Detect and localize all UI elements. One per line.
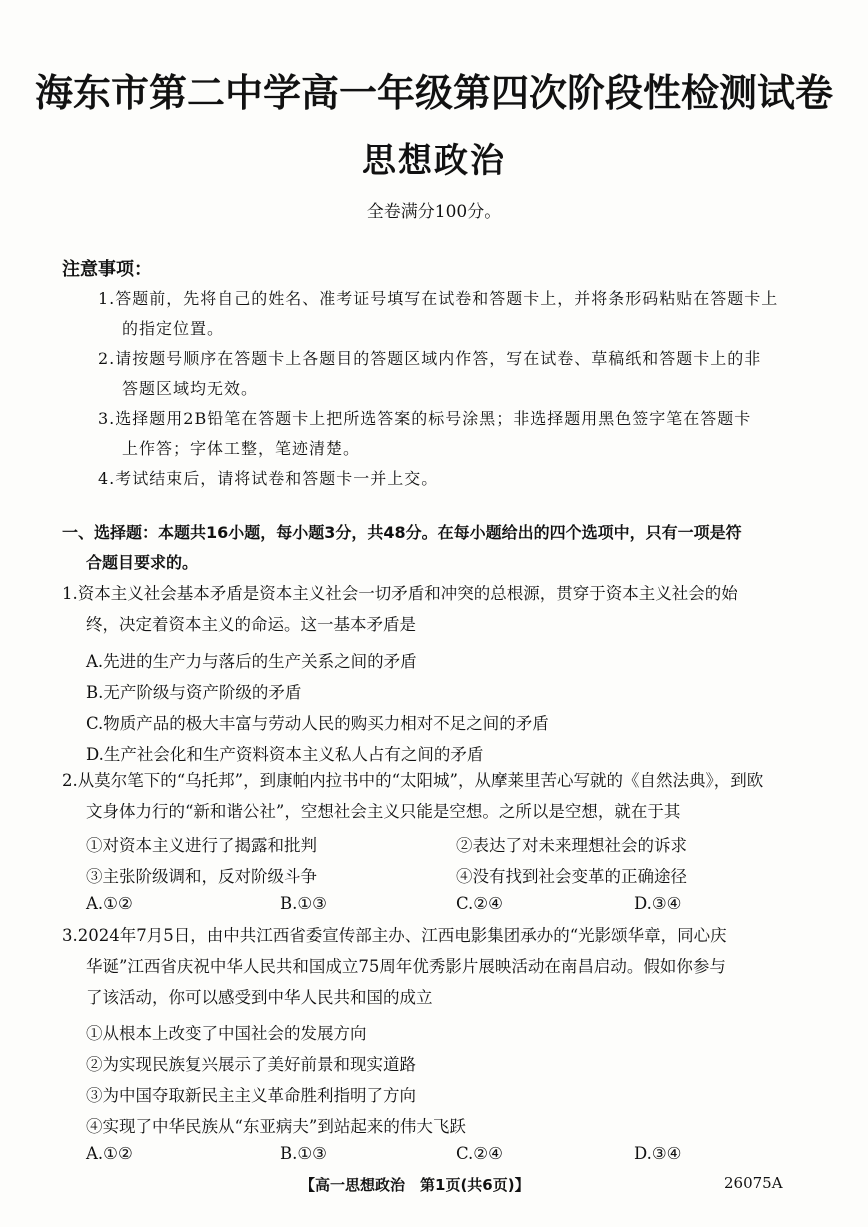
question-2-stem xyxy=(62,765,807,827)
question-3-line3: 了该活动，你可以感受到中华人民共和国的成立 xyxy=(86,988,433,1007)
question-2-option-c: C.②④ xyxy=(456,894,503,913)
question-2-option-a: A.①② xyxy=(86,894,133,913)
question-3-stem xyxy=(62,920,807,1013)
question-1-option-c: C.物质产品的极大丰富与劳动人民的购买力相对不足之间的矛盾 xyxy=(86,714,549,733)
question-1-line2: 终，决定着资本主义的命运。这一基本矛盾是 xyxy=(86,615,416,634)
question-2-line1: 2.从莫尔笔下的“乌托邦”，到康帕内拉书中的“太阳城”，从摩莱里苦心写就的《自然法典》，到欧 xyxy=(62,771,764,790)
question-2-option-d: D.③④ xyxy=(634,894,682,913)
section-heading-line2: 合题目要求的。 xyxy=(86,553,199,572)
question-3-statement-3: ③为中国夺取新民主主义革命胜利指明了方向 xyxy=(86,1086,416,1105)
question-1-option-b: B.无产阶级与资产阶级的矛盾 xyxy=(86,683,302,702)
question-3-statement-4: ④实现了中华民族从“东亚病夫”到站起来的伟大飞跃 xyxy=(86,1117,466,1136)
question-1-option-d: D.生产社会化和生产资料资本主义私人占有之间的矛盾 xyxy=(86,745,484,764)
question-1-option-a: A.先进的生产力与落后的生产关系之间的矛盾 xyxy=(86,652,417,671)
notice-line: 4.考试结束后，请将试卷和答题卡一并上交。 xyxy=(98,469,439,488)
question-2-option-b: B.①③ xyxy=(280,894,327,913)
question-3-option-a: A.①② xyxy=(86,1144,133,1163)
notice-line: 上作答；字体工整，笔迹清楚。 xyxy=(122,439,361,458)
question-2-statement-3: ③主张阶级调和，反对阶级斗争 xyxy=(86,867,317,886)
question-3-option-d: D.③④ xyxy=(634,1144,682,1163)
notice-line: 的指定位置。 xyxy=(122,319,225,338)
section-heading xyxy=(62,518,802,578)
subject-title: 思想政治 xyxy=(362,141,506,181)
question-3-option-c: C.②④ xyxy=(456,1144,503,1163)
question-3-statement-2: ②为实现民族复兴展示了美好前景和现实道路 xyxy=(86,1055,416,1074)
question-1-line1: 1.资本主义社会基本矛盾是资本主义社会一切矛盾和冲突的总根源，贯穿于资本主义社会的始 xyxy=(62,584,738,603)
question-3-statement-1: ①从根本上改变了中国社会的发展方向 xyxy=(86,1024,367,1043)
question-3-line2: 华诞”江西省庆祝中华人民共和国成立75周年优秀影片展映活动在南昌启动。假如你参与 xyxy=(86,957,726,976)
question-3-option-b: B.①③ xyxy=(280,1144,327,1163)
question-2-line2: 文身体力行的“新和谐公社”，空想社会主义只能是空想。之所以是空想，就在于其 xyxy=(86,802,681,821)
notice-heading: 注意事项： xyxy=(62,259,152,280)
question-1-stem xyxy=(62,578,807,640)
full-score-note: 全卷满分100分。 xyxy=(366,202,502,222)
notice-line: 答题区域均无效。 xyxy=(122,379,259,398)
question-2-statement-1: ①对资本主义进行了揭露和批判 xyxy=(86,836,317,855)
footer-page-label: 【高一思想政治 第1页(共6页)】 xyxy=(300,1176,530,1194)
notice-line: 1.答题前，先将自己的姓名、准考证号填写在试卷和答题卡上，并将条形码粘贴在答题卡上 xyxy=(98,289,779,308)
footer-paper-code: 26075A xyxy=(724,1174,783,1192)
notice-line: 3.选择题用2B铅笔在答题卡上把所选答案的标号涂黑；非选择题用黑色签字笔在答题卡 xyxy=(98,409,752,428)
notice-line: 2.请按题号顺序在答题卡上各题目的答题区域内作答，写在试卷、草稿纸和答题卡上的非 xyxy=(98,349,762,368)
question-2-statement-2: ②表达了对未来理想社会的诉求 xyxy=(456,836,687,855)
exam-title: 海东市第二中学高一年级第四次阶段性检测试卷 xyxy=(34,71,833,115)
section-heading-line1: 一、选择题：本题共16小题，每小题3分，共48分。在每小题给出的四个选项中，只有一项是符 xyxy=(62,523,742,542)
question-2-statement-4: ④没有找到社会变革的正确途径 xyxy=(456,867,687,886)
question-3-line1: 3.2024年7月5日，由中共江西省委宣传部主办、江西电影集团承办的“光影颂华章，同心庆 xyxy=(62,926,727,945)
